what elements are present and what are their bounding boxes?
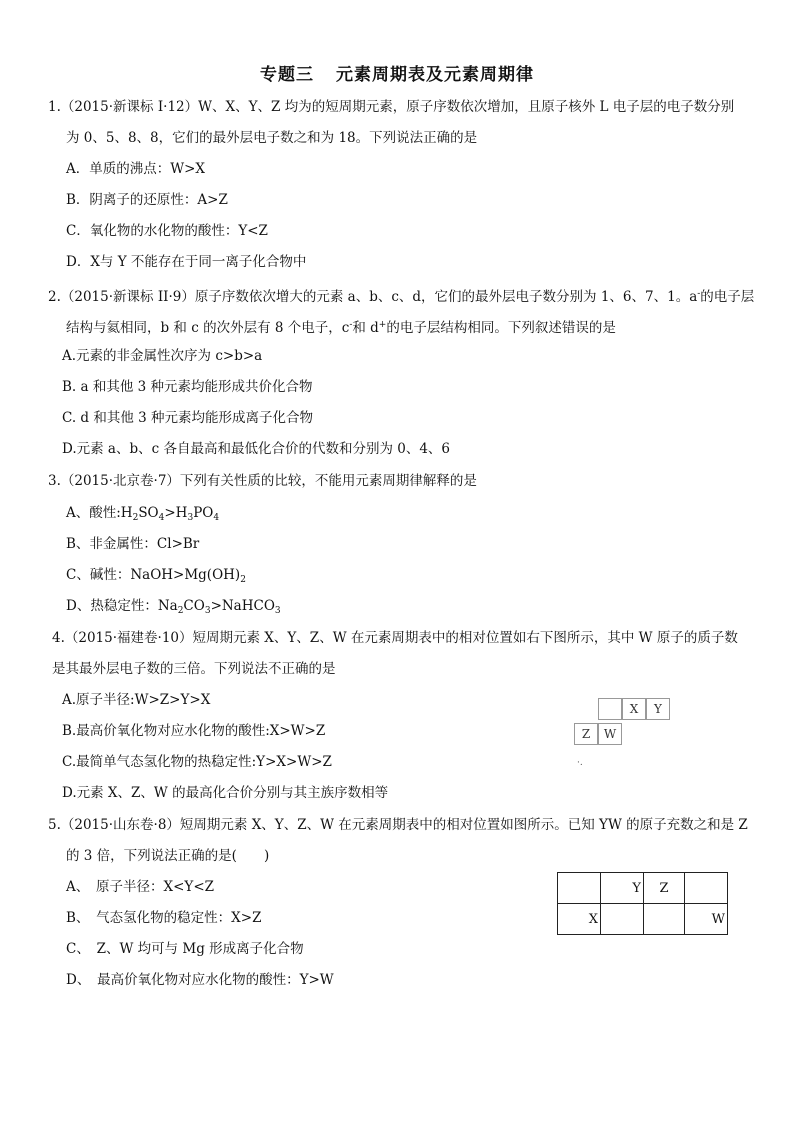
question-2-option-c: C. d 和其他 3 种元素均能形成离子化合物 [62,410,314,426]
question-1-line-2: 为 0、5、8、8，它们的最外层电子数之和为 18。下列说法正确的是 [66,130,478,146]
cell-empty [558,873,601,904]
question-3-option-a [66,504,219,527]
q2-line1-text: 2.（2015·新课标 II·9）原子序数依次增大的元素 a、b、c、d，它们的最外层电子数分别为 1、6、7、1。a [48,289,698,305]
question-4-option-b: B.最高价氧化物对应水化物的酸性:X>W>Z [62,723,326,739]
cell-blank [622,723,646,745]
question-3-line-1: 3.（2015·北京卷·7）下列有关性质的比较，不能用元素周期律解释的是 [48,473,477,489]
q2-line2-b: 和 d [352,320,379,336]
table-row [558,904,728,935]
title-topic-name: 元素周期表及元素周期律 [336,65,534,85]
cell-empty [601,904,644,935]
cell-empty [685,873,728,904]
q3d-mid1: CO [183,598,205,614]
q2-line1-tail: 的电子层 [700,289,755,305]
question-2-line-2 [66,316,616,337]
cell-w: W [685,904,728,935]
question-1-option-a: A．单质的沸点：W>X [66,161,206,177]
cell-empty [644,904,685,935]
question-4-option-d: D.元素 X、Z、W 的最高化合价分别与其主族序数相等 [62,785,389,801]
scan-mark: ·. [577,758,583,768]
question-4-line-2: 是其最外层电子数的三倍。下列说法不正确的是 [52,661,336,677]
q2-line1-sup: - [697,289,701,299]
q3a-mid3: PO [193,505,214,521]
q3a-mid1: SO [138,505,159,521]
question-5-option-c: C、 Z、W 均可与 Mg 形成离子化合物 [66,941,304,957]
q3a-sub3: 3 [187,513,194,523]
question-1-option-b: B．阴离子的还原性：A>Z [66,192,228,208]
cell-empty [598,698,622,720]
cell-z: Z [644,873,685,904]
q2-line2-sup2: + [378,320,387,330]
q3c-sub1: 2 [240,575,246,585]
question-4-line-1: 4.（2015·福建卷·10）短周期元素 X、Y、Z、W 在元素周期表中的相对位置如右下图所示，其中 W 原子的质子数 [52,630,738,646]
q3a-sub4: 4 [213,513,220,523]
question-1-option-d: D．X与 Y 不能存在于同一离子化合物中 [66,254,307,270]
question-1-line-1: 1.（2015·新课标 I·12）W、X、Y、Z 均为的短周期元素，原子序数依次增加，且原子核外 L 电子层的电子数分别 [48,99,735,115]
cell-x: X [622,698,646,720]
q3c-prefix: C、碱性：NaOH>Mg(OH) [66,567,241,583]
question-5-option-d: D、 最高价氧化物对应水化物的酸性：Y>W [66,972,334,988]
question-3-option-b: B、非金属性：Cl>Br [66,536,200,552]
question-4-option-c: C.最简单气态氢化物的热稳定性:Y>X>W>Z [62,754,332,770]
q3d-mid2: >NaHCO [210,598,275,614]
q3a-sub2: 4 [158,513,165,523]
table-row [558,873,728,904]
question-5-option-a: A、 原子半径：X<Y<Z [66,879,215,895]
q3d-sub1: 2 [177,606,184,616]
q3a-mid2: >H [164,505,188,521]
q3d-prefix: D、热稳定性：Na [66,598,178,614]
cell-z: Z [574,723,598,745]
question-2-option-a: A.元素的非金属性次序为 c>b>a [62,348,263,364]
q3d-sub2: 3 [204,606,211,616]
question-3-option-c [66,566,246,589]
question-5-line-1: 5.（2015·山东卷·8）短周期元素 X、Y、Z、W 在元素周期表中的相对位置如图所示。已知 YW 的原子充数之和是 Z [48,817,748,833]
cell-w: W [598,723,622,745]
q2-line2-sup1: - [349,320,353,330]
question-3-option-d [66,597,281,620]
question-1-option-c: C．氧化物的水化物的酸性：Y<Z [66,223,268,239]
q3d-sub3: 3 [274,606,281,616]
q2-line2-a: 结构与氦相同，b 和 c 的次外层有 8 个电子，c [66,320,350,336]
question-4-option-a: A.原子半径:W>Z>Y>X [62,692,211,708]
periodic-table-fragment-q5 [557,872,728,935]
question-2-option-d: D.元素 a、b、c 各自最高和最低化合价的代数和分别为 0、4、6 [62,441,451,457]
question-2-option-b: B. a 和其他 3 种元素均能形成共价化合物 [62,379,313,395]
page-title [0,60,794,85]
question-2-line-1 [48,285,754,306]
q3a-prefix: A、酸性:H [66,505,133,521]
question-5-line-2: 的 3 倍，下列说法正确的是( ) [66,848,270,864]
title-topic-number: 专题三 [260,65,314,85]
cell-y: Y [646,698,670,720]
q3a-sub1: 2 [132,513,139,523]
q2-line2-c: 的电子层结构相同。下列叙述错误的是 [386,320,616,336]
cell-y: Y [601,873,644,904]
question-5-option-b: B、 气态氢化物的稳定性：X>Z [66,910,262,926]
cell-x: X [558,904,601,935]
